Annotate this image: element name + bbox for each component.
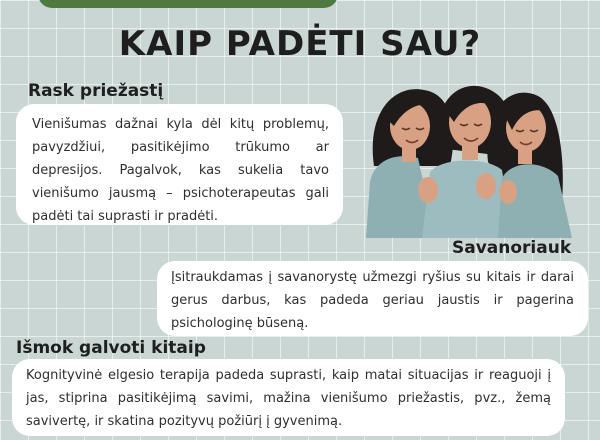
top-accent-band: [38, 0, 338, 8]
page-title: KAIP PADĖTI SAU?: [118, 24, 482, 64]
card-volunteer: [157, 261, 588, 336]
three-women-hugging-icon: [366, 70, 578, 238]
section-heading-volunteer: Savanoriauk: [452, 238, 572, 258]
card-find-cause: [16, 104, 343, 225]
card-text-volunteer: Įsitraukdamas į savanorystę užmezgi ryšius su kitais ir darai gerus darbus, kas padeda geriau jaustis ir pagerina psichologinę būseną.: [171, 270, 574, 331]
card-think-differently: [12, 359, 565, 436]
section-heading-think-differently: Išmok galvoti kitaip: [16, 338, 206, 358]
card-text-find-cause: Vienišumas dažnai kyla dėl kitų problemų, pavyzdžiui, pasitikėjimo trūkumo ar depresijos. Pagalvok, kas sukelia tavo vienišumo jausmą – psichoterapeutas gali padėti tai suprasti ir pradėti.: [32, 117, 329, 224]
card-text-think-differently: Kognityvinė elgesio terapija padeda suprasti, kaip matai situacijas ir reaguoji į jas, stiprina pasitikėjimą savimi, mažina vienišumo priežastis, pvz., žemą savivertę, ir skatina pozityvų požiūrį į gyvenimą.: [26, 368, 551, 429]
section-heading-find-cause: Rask priežastį: [28, 81, 164, 101]
